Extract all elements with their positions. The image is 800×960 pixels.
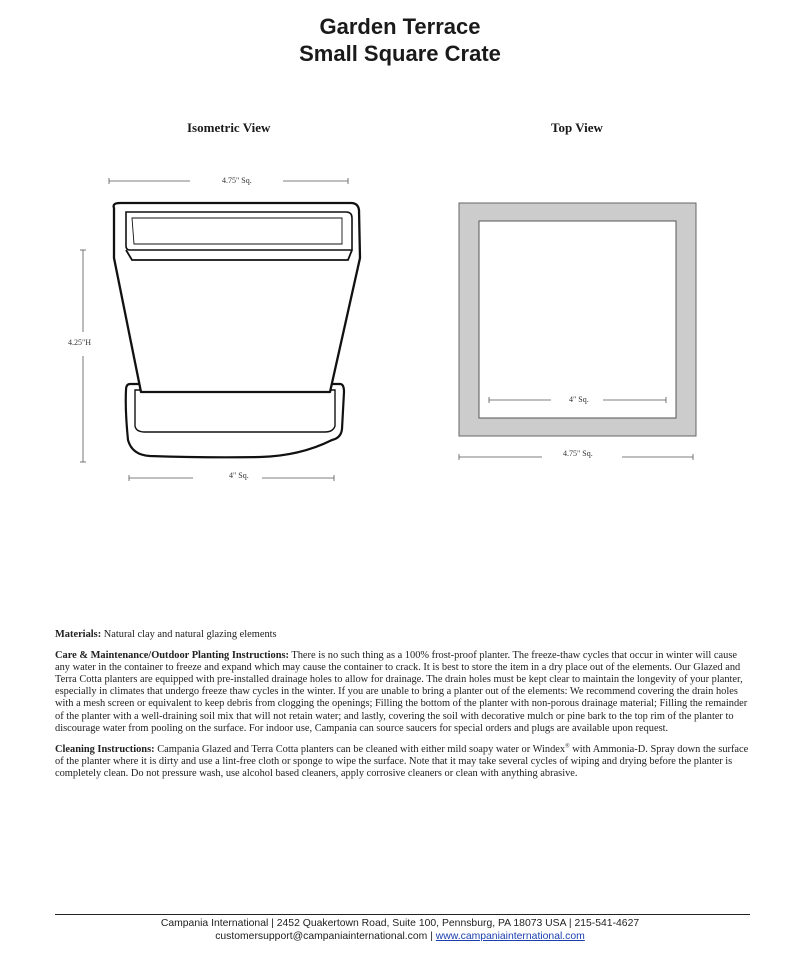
planter-body [114,203,360,392]
isometric-view-label: Isometric View [187,120,271,135]
isometric-height-label: 4.25"H [68,338,92,347]
care-text: There is no such thing as a 100% frost-proof planter. The freeze-thaw cycles that occur in winter will cause any water in the container to freeze and expand which may cause the container to crack. It is best to store the item in a dry place out of the elements. Our Glazed and Terra Cotta planters are equipped with pre-installed drainage holes to allow for drainage. The drain holes must be kept clear to maintain the longevity of your planter, especially in climates that undergo freeze thaw cycles in the winter. If you are unable to bring a planter out of the elements: We recommend covering the drain holes with a mesh screen or equivalent to keep debris from clogging the openings; Filling the bottom of the planter with non-porous drainage material; Filling the remainder of the planter with a well-draining soil mix that will not retain water; and lastly, covering the soil with decorative mulch or pine bark to the top rim of the planter to discourage water from pooling on the surface. For indoor use, Campania can source saucers for special orders and plugs are available upon request. [55,650,748,734]
cleaning-text-b: with Ammonia-D. Spray down the surface of the planter where it is dirty and use a lint-free cloth or sponge to wipe the surface. Note that it may take several cycles of wiping and drying before the planter is completely clean. Do not pressure wash, use alcohol based cleaners, apply corrosive cleaners or clean with anything abrasive. [55,743,749,779]
top-inner-label: 4" Sq. [569,395,589,404]
materials-heading: Materials: [55,629,102,640]
isometric-base-label: 4" Sq. [229,471,249,480]
top-view-label: Top View [551,120,603,135]
care-heading: Care & Maintenance/Outdoor Planting Instructions: [55,650,289,662]
footer-email: customersupport@campaniainternational.com [215,931,428,942]
footer-address: Campania International | 2452 Quakertown Road, Suite 100, Pennsburg, PA 18073 USA | 215-541-4627 [160,918,640,929]
product-title-line-1: Garden Terrace [319,14,481,39]
product-title-line-2: Small Square Crate [299,41,501,66]
planter-saucer [126,384,344,457]
cleaning-heading: Cleaning Instructions: [55,743,155,755]
cleaning-paragraph [55,744,750,780]
planter-inner-square [479,221,676,418]
cleaning-text-a: Campania Glazed and Terra Cotta planters can be cleaned with either mild soapy water or Windex [154,743,566,755]
top-outer-label: 4.75" Sq. [563,449,593,458]
product-notes [55,629,750,789]
footer-contact [0,931,800,942]
footer-website-link[interactable]: www.campaniainternational.com [435,931,585,942]
isometric-height-dimension-line [80,250,86,462]
registered-mark: ® [565,743,570,750]
footer-divider [55,914,750,915]
top-view-drawing [450,195,710,475]
footer-separator: | [427,931,436,942]
care-paragraph [55,650,750,735]
isometric-view-drawing [60,170,380,490]
materials-paragraph [55,629,750,641]
isometric-width-label: 4.75" Sq. [222,176,252,185]
materials-text: Natural clay and natural glazing elements [101,629,277,640]
